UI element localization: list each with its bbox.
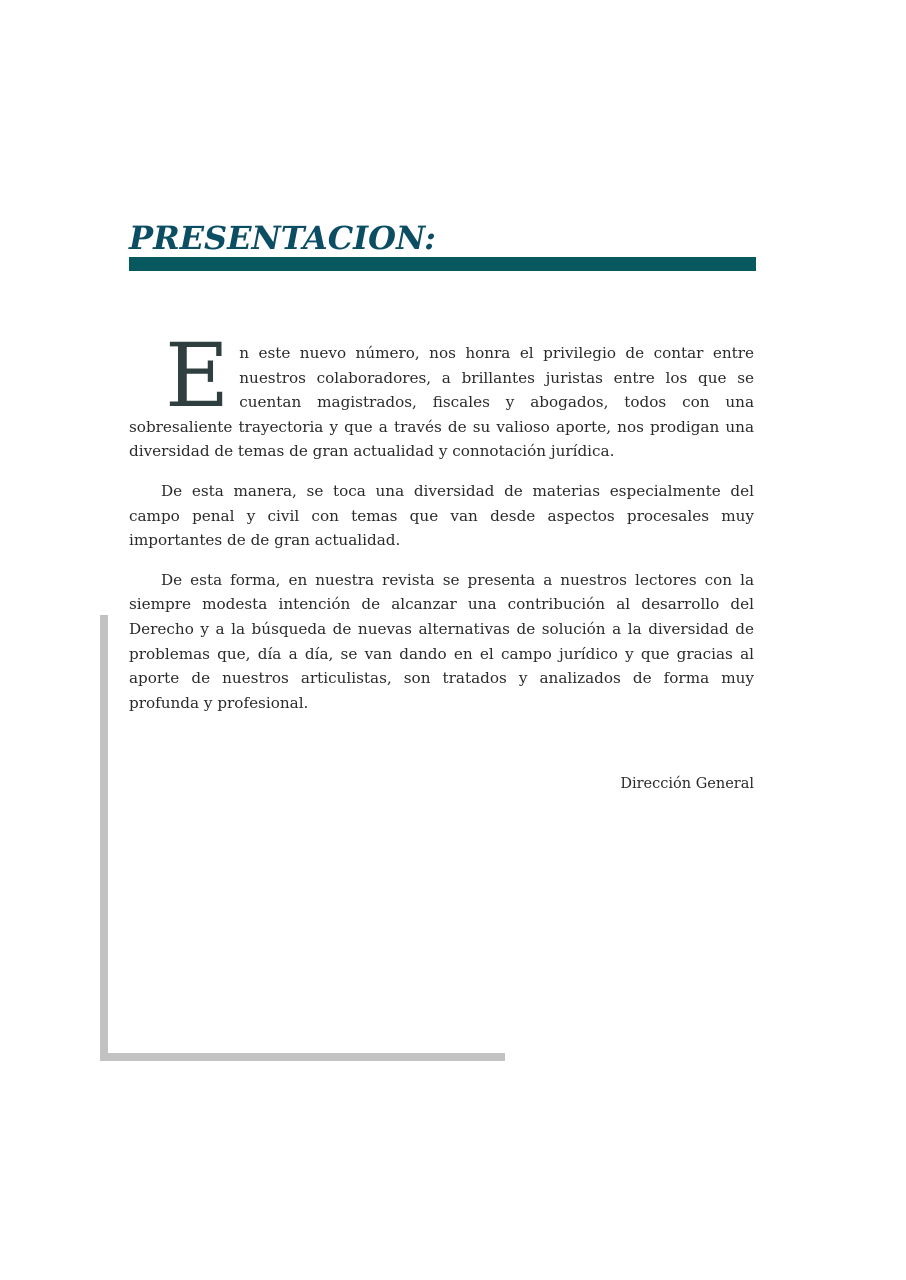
title-underline-rule (129, 257, 756, 271)
paragraph-2: De esta manera, se toca una diversidad de materias especialmente del campo penal y civil con temas que van desde aspectos procesales muy importantes de de gran actualidad. (129, 481, 754, 550)
paragraph-1 (129, 324, 754, 464)
decorative-bracket-horizontal (100, 1053, 505, 1061)
drop-cap: E (165, 324, 230, 427)
decorative-bracket-vertical (100, 615, 108, 1061)
article-body (129, 324, 754, 730)
page-title: PRESENTACION: (129, 219, 436, 257)
signature: Dirección General (620, 776, 754, 792)
paragraph-3: De esta forma, en nuestra revista se presenta a nuestros lectores con la siempre modesta intención de alcanzar una contribución al desarrollo del Derecho y a la búsqueda de nuevas alternativas de solución a la diversidad de problemas que, día a día, se van dando en el campo jurídico y que gracias al aporte de nuestros articulistas, son tratados y analizados de forma muy profunda y profesional. (129, 570, 754, 712)
paragraph-1-text: n este nuevo número, nos honra el privilegio de contar entre nuestros colaboradores, a brillantes juristas entre los que se cuentan magistrados, fiscales y abogados, todos con una sobresaliente trayectoria y que a través de su valioso aporte, nos prodigan una diversidad de temas de gran actualidad y connotación jurídica. (129, 344, 754, 461)
